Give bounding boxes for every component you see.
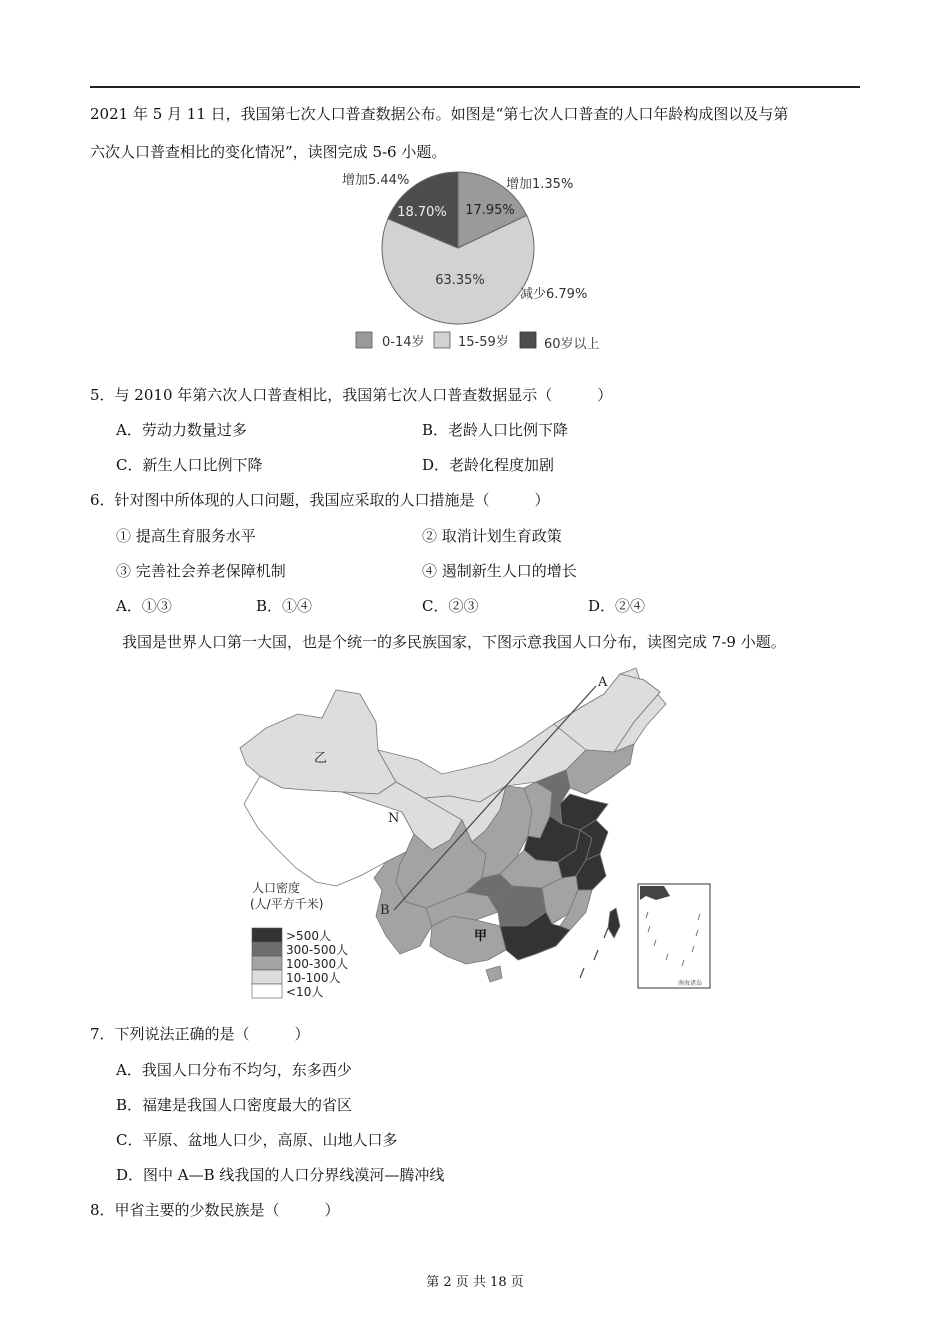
page-footer: 第 2 页 共 18 页 [426, 1275, 524, 1290]
q6-option-a: A．①③ [116, 597, 172, 615]
slice-value-label-0-14: 17.95% [465, 203, 515, 218]
q6-statement-3: ③ 完善社会养老保障机制 [116, 562, 286, 580]
legend-label-100-300: 100-300人 [286, 957, 349, 971]
legend-label-500: >500人 [286, 929, 331, 943]
q7-option-a: A．我国人口分布不均匀，东多西少 [116, 1061, 352, 1079]
map-label-a: A [598, 675, 608, 690]
change-label-0-14: 增加1.35% [506, 177, 574, 192]
population-density-map [236, 664, 716, 1004]
legend-title-1: 人口密度 [252, 881, 301, 895]
map-svg [236, 664, 716, 1004]
south-sea-dashes [580, 928, 608, 978]
legend-label-60plus: 60岁以上 [544, 337, 600, 352]
legend-swatch-15-59 [434, 332, 450, 348]
q6-stem: 6．针对图中所体现的人口问题，我国应采取的人口措施是（ ） [90, 491, 550, 509]
map-label-yi: 乙 [314, 751, 328, 766]
q8-stem: 8．甲省主要的少数民族是（ ） [90, 1201, 340, 1219]
legend-swatch-0-14 [356, 332, 372, 348]
legend-label-300-500: 300-500人 [286, 943, 349, 957]
legend-title-2: (人/平方千米) [250, 897, 324, 911]
q7-option-c: C．平原、盆地人口少，高原、山地人口多 [116, 1131, 398, 1149]
q6-statement-2: ② 取消计划生育政策 [422, 527, 562, 545]
map-label-n: N [388, 811, 400, 826]
legend-label-0-14: 0-14岁 [382, 335, 425, 350]
density-legend [250, 880, 348, 999]
q6-option-b: B．①④ [256, 597, 313, 615]
slice-value-label-15-59: 63.35% [435, 273, 485, 288]
change-label-15-59: 减少6.79% [520, 287, 588, 302]
header-rule [90, 86, 860, 88]
south-china-sea-inset [638, 884, 710, 988]
legend-swatch-10 [252, 984, 282, 998]
legend-swatch-10-100 [252, 970, 282, 984]
inset-label: 南海诸岛 [678, 980, 703, 987]
map-label-b: B [380, 903, 390, 918]
age-structure-pie-chart [330, 162, 630, 362]
change-label-60plus: 增加5.44% [342, 173, 410, 188]
q6-statement-1: ① 提高生育服务水平 [116, 527, 256, 545]
pie-legend [356, 332, 600, 352]
intro2-text: 我国是世界人口第一大国，也是个统一的多民族国家，下图示意我国人口分布，读图完成 7-9 小题。 [122, 633, 786, 651]
region-guangxi [430, 916, 506, 964]
q5-option-c: C．新生人口比例下降 [116, 456, 263, 474]
legend-swatch-500 [252, 928, 282, 942]
intro-line-2: 六次人口普查相比的变化情况”，读图完成 5-6 小题。 [90, 143, 447, 161]
legend-label-10-100: 10-100人 [286, 971, 341, 985]
q6-option-d: D．②④ [588, 597, 646, 615]
slice-value-label-60plus: 18.70% [397, 205, 447, 220]
pie-svg [330, 162, 630, 362]
intro-line-1: 2021 年 5 月 11 日，我国第七次人口普查数据公布。如图是“第七次人口普查的人口年龄构成图以及与第 [90, 105, 789, 123]
q6-option-c: C．②③ [422, 597, 479, 615]
q5-option-a: A．劳动力数量过多 [116, 421, 247, 439]
region-taiwan [608, 908, 620, 938]
legend-swatch-60plus [520, 332, 536, 348]
q6-statement-4: ④ 遏制新生人口的增长 [422, 562, 577, 580]
legend-swatch-300-500 [252, 942, 282, 956]
legend-label-10: <10人 [286, 985, 324, 999]
q7-option-d: D．图中 A—B 线我国的人口分界线漠河—腾冲线 [116, 1166, 445, 1184]
q7-option-b: B．福建是我国人口密度最大的省区 [116, 1096, 353, 1114]
legend-swatch-100-300 [252, 956, 282, 970]
legend-label-15-59: 15-59岁 [458, 335, 509, 350]
region-hainan [486, 966, 502, 982]
q5-option-b: B．老龄人口比例下降 [422, 421, 569, 439]
map-label-jia: 甲 [474, 929, 488, 944]
q5-stem: 5．与 2010 年第六次人口普查相比，我国第七次人口普查数据显示（ ） [90, 386, 613, 404]
q7-stem: 7．下列说法正确的是（ ） [90, 1025, 310, 1043]
q5-option-d: D．老龄化程度加剧 [422, 456, 555, 474]
